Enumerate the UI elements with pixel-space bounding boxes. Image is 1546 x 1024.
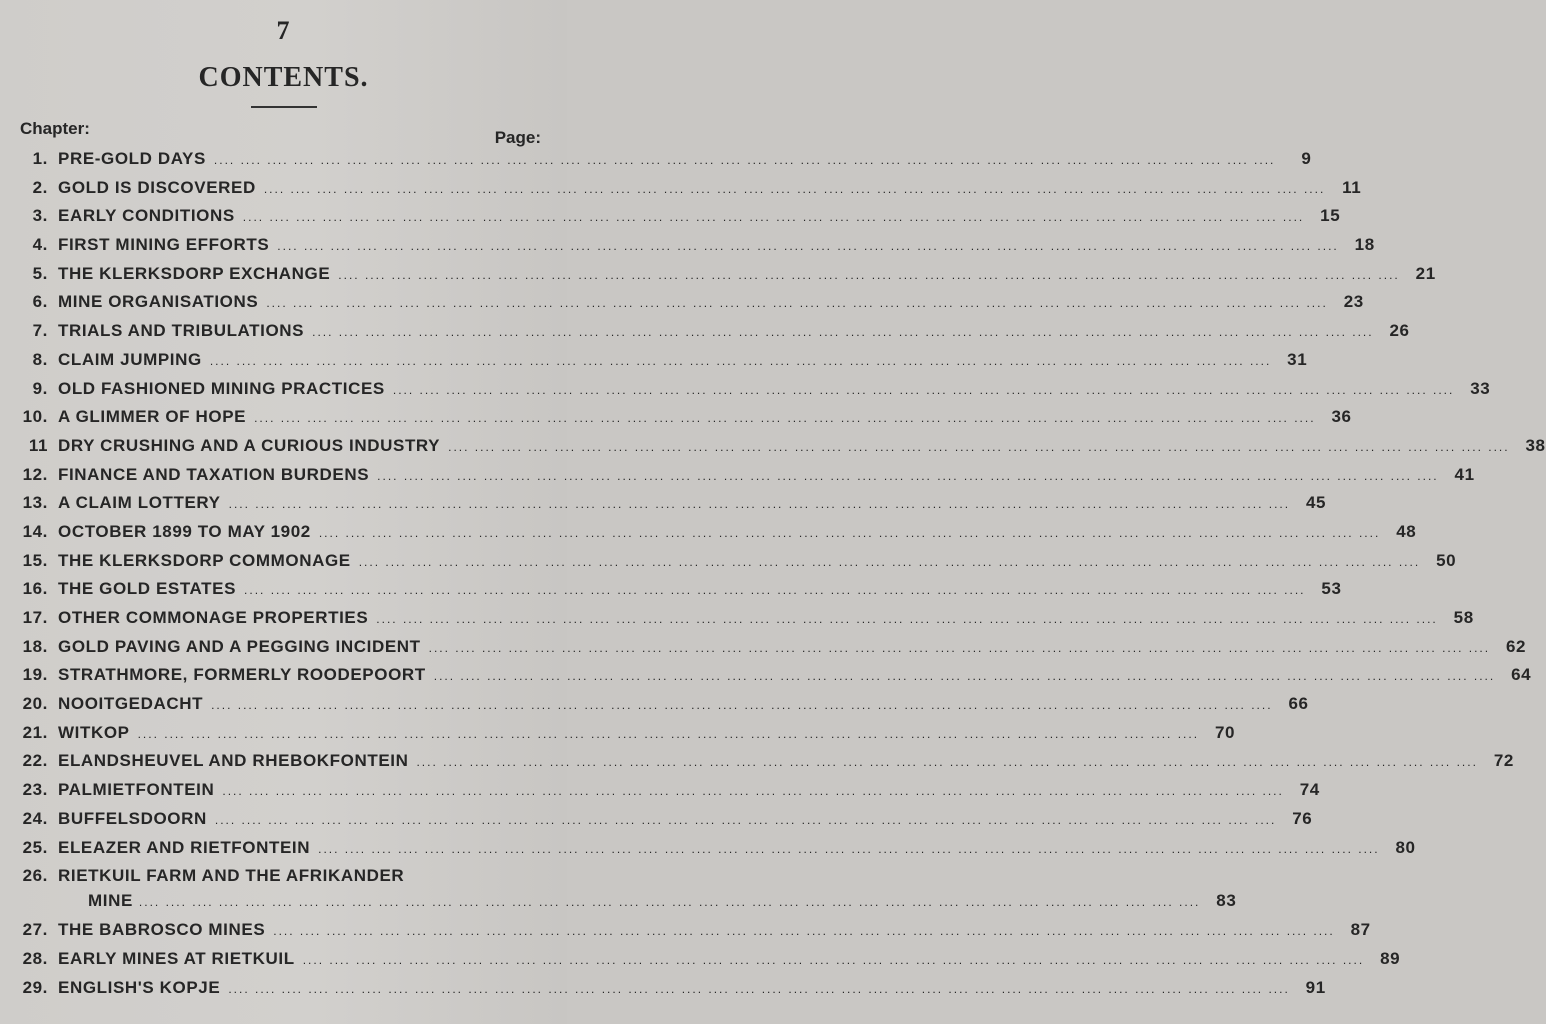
toc-entry bbox=[0, 863, 1237, 917]
page-ref: 66 bbox=[1288, 694, 1309, 714]
toc-line bbox=[58, 636, 1527, 657]
chapter-number: 3. bbox=[32, 206, 48, 226]
page-ref: 58 bbox=[1453, 608, 1474, 627]
page-ref: 36 bbox=[1331, 407, 1352, 427]
chapter-number: 23. bbox=[22, 780, 48, 800]
page-ref: 91 bbox=[1305, 977, 1326, 997]
chapter-number: 27. bbox=[22, 920, 48, 940]
dot-leader: .... .... .... .... .... .... .... .... .... .... .... .... .... .... .... .... .... .... .... .... .... .... .... .... .... .... .... .... .... .... .... .... .... .... .... .... .... .... .... .... bbox=[228, 497, 1291, 512]
chapter-number: 22. bbox=[22, 751, 48, 771]
page-ref: 26 bbox=[1389, 321, 1410, 341]
toc-entry bbox=[0, 975, 1326, 1004]
toc-line bbox=[58, 464, 1475, 485]
dot-leader: .... .... .... .... .... .... .... .... .... .... .... .... .... .... .... .... .... .... .... .... .... .... .... .... .... .... .... .... .... .... .... .... .... .... .... .... .... .... .... .... bbox=[273, 924, 1335, 939]
dot-leader: .... .... .... .... .... .... .... .... .... .... .... .... .... .... .... .... .... .... .... .... .... .... .... .... .... .... .... .... .... .... .... .... .... .... .... .... .... .... .... .... bbox=[338, 267, 1400, 282]
toc-line bbox=[58, 292, 1364, 312]
page-ref: 31 bbox=[1287, 349, 1308, 369]
page-ref: 76 bbox=[1292, 808, 1313, 828]
toc-line bbox=[58, 722, 1236, 743]
toc-line bbox=[58, 521, 1417, 542]
chapter-number: 15. bbox=[22, 550, 48, 570]
chapter-title: DRY CRUSHING AND A CURIOUS INDUSTRY bbox=[58, 435, 441, 455]
toc-entry bbox=[0, 232, 1375, 261]
chapter-title: GOLD PAVING AND A PEGGING INCIDENT bbox=[58, 636, 421, 656]
chapter-title: THE KLERKSDORP COMMONAGE bbox=[58, 550, 351, 570]
chapter-title: THE KLERKSDORP EXCHANGE bbox=[58, 263, 331, 283]
chapter-title: A CLAIM LOTTERY bbox=[58, 493, 221, 513]
chapter-title: NOOITGEDACHT bbox=[58, 694, 204, 714]
chapter-title: GOLD IS DISCOVERED bbox=[58, 177, 256, 197]
toc-entry bbox=[0, 175, 1362, 204]
page-ref: 41 bbox=[1454, 464, 1475, 484]
chapter-title: CLAIM JUMPING bbox=[58, 349, 202, 369]
toc-line bbox=[58, 694, 1309, 714]
page-column-header: Page: bbox=[494, 128, 541, 147]
toc-entry bbox=[0, 946, 1401, 975]
toc-line bbox=[58, 920, 1371, 940]
chapter-title: ELEAZER AND RIETFONTEIN bbox=[58, 837, 311, 857]
dot-leader: .... .... .... .... .... .... .... .... .... .... .... .... .... .... .... .... .... .... .... .... .... .... .... .... .... .... .... .... .... .... .... .... .... .... .... .... .... .... .... .... bbox=[448, 439, 1510, 454]
dot-leader: .... .... .... .... .... .... .... .... .... .... .... .... .... .... .... .... .... .... .... .... .... .... .... .... .... .... .... .... .... .... .... .... .... .... .... .... .... .... .... .... bbox=[433, 669, 1496, 684]
chapter-number: 7. bbox=[32, 321, 48, 341]
chapter-number: 9. bbox=[32, 378, 48, 398]
toc-entry bbox=[0, 662, 1532, 691]
toc-entry bbox=[0, 519, 1417, 548]
page-ref: 74 bbox=[1299, 780, 1320, 800]
chapter-title: BUFFELSDOORN bbox=[58, 808, 207, 828]
table-of-contents bbox=[0, 146, 1546, 1003]
chapter-title: OCTOBER 1899 TO MAY 1902 bbox=[58, 521, 311, 541]
toc-line bbox=[58, 407, 1352, 427]
chapter-title: ENGLISH'S KOPJE bbox=[58, 977, 221, 997]
chapter-number: 5. bbox=[32, 263, 48, 283]
toc-entry bbox=[0, 806, 1313, 835]
toc-line bbox=[58, 206, 1341, 226]
toc-line bbox=[58, 149, 1312, 169]
dot-leader: .... .... .... .... .... .... .... .... .... .... .... .... .... .... .... .... .... .... .... .... .... .... .... .... .... .... .... .... .... .... .... .... .... .... .... .... .... .... .... .... bbox=[358, 554, 1421, 569]
dot-leader: .... .... .... .... .... .... .... .... .... .... .... .... .... .... .... .... .... .... .... .... .... .... .... .... .... .... .... .... .... .... .... .... .... .... .... .... .... .... .... .... bbox=[242, 210, 1305, 225]
dot-leader: .... .... .... .... .... .... .... .... .... .... .... .... .... .... .... .... .... .... .... .... .... .... .... .... .... .... .... .... .... .... .... .... .... .... .... .... .... .... .... .... bbox=[376, 612, 1438, 626]
toc-entry bbox=[0, 261, 1436, 290]
chapter-number: 12. bbox=[22, 464, 48, 484]
toc-line bbox=[58, 579, 1342, 599]
chapter-title: EARLY CONDITIONS bbox=[58, 206, 235, 226]
chapter-title: OTHER COMMONAGE PROPERTIES bbox=[58, 608, 369, 627]
toc-line bbox=[58, 493, 1327, 513]
chapter-title: THE GOLD ESTATES bbox=[58, 579, 237, 599]
chapter-title-continued: MINE bbox=[88, 891, 133, 911]
chapter-title: A GLIMMER OF HOPE bbox=[58, 407, 247, 427]
chapter-number: 18. bbox=[22, 636, 48, 656]
chapter-title: MINE ORGANISATIONS bbox=[58, 292, 259, 312]
chapter-title: PALMIETFONTEIN bbox=[58, 780, 215, 800]
page-ref: 45 bbox=[1305, 493, 1327, 513]
toc-line bbox=[58, 665, 1532, 685]
page-ref: 53 bbox=[1321, 579, 1342, 599]
chapter-title: THE BABROSCO MINES bbox=[58, 920, 266, 940]
toc-line bbox=[58, 977, 1326, 998]
page-ref: 33 bbox=[1470, 378, 1491, 398]
chapter-title: EARLY MINES AT RIETKUIL bbox=[58, 948, 295, 968]
chapter-title: RIETKUIL FARM AND THE AFRIKANDER bbox=[58, 866, 405, 886]
toc-entry bbox=[0, 203, 1341, 232]
toc-entry bbox=[0, 347, 1308, 376]
page-ref: 48 bbox=[1396, 521, 1417, 541]
dot-leader: .... .... .... .... .... .... .... .... .... .... .... .... .... .... .... .... .... .... .... .... .... .... .... .... .... .... .... .... .... .... .... .... .... .... .... .... .... .... .... .... bbox=[277, 239, 1339, 254]
toc-line bbox=[58, 866, 541, 886]
toc-line bbox=[58, 177, 1362, 198]
dot-leader: .... .... .... .... .... .... .... .... .... .... .... .... .... .... .... .... .... .... .... .... .... .... .... .... .... .... .... .... .... .... .... .... .... .... .... .... .... .... .... .... bbox=[214, 812, 1277, 827]
toc-entry bbox=[0, 748, 1514, 777]
dot-leader: .... .... .... .... .... .... .... .... .... .... .... .... .... .... .... .... .... .... .... .... .... .... .... .... .... .... .... .... .... .... .... .... .... .... .... .... .... .... .... .... bbox=[222, 784, 1284, 799]
toc-entry bbox=[0, 720, 1236, 749]
dot-leader: .... .... .... .... .... .... .... .... .... .... .... .... .... .... .... .... .... .... .... .... .... .... .... .... .... .... .... .... .... .... .... .... .... .... .... .... .... .... .... .... bbox=[302, 952, 1365, 967]
toc-line bbox=[58, 435, 1546, 456]
page-ref: 72 bbox=[1493, 751, 1514, 771]
chapter-number: 6. bbox=[32, 292, 48, 312]
toc-line bbox=[58, 321, 1410, 341]
chapter-title: FIRST MINING EFFORTS bbox=[58, 235, 270, 255]
chapter-title: FINANCE AND TAXATION BURDENS bbox=[58, 464, 370, 484]
page-ref: 50 bbox=[1436, 550, 1457, 570]
chapter-title: STRATHMORE, FORMERLY ROODEPOORT bbox=[58, 665, 426, 685]
toc-line bbox=[58, 837, 1416, 858]
chapter-number: 2. bbox=[32, 177, 48, 197]
dot-leader: .... .... .... .... .... .... .... .... .... .... .... .... .... .... .... .... .... .... .... .... .... .... .... .... .... .... .... .... .... .... .... .... .... .... .... .... .... .... .... .... bbox=[244, 583, 1306, 598]
dot-leader: .... .... .... .... .... .... .... .... .... .... .... .... .... .... .... .... .... .... .... .... .... .... .... .... .... .... .... .... .... .... .... .... .... .... .... .... .... .... .... .... bbox=[263, 181, 1326, 196]
chapter-number: 13. bbox=[22, 493, 48, 513]
toc-entry bbox=[0, 634, 1527, 663]
chapter-number: 4. bbox=[32, 235, 48, 255]
chapter-title: WITKOP bbox=[58, 722, 130, 742]
chapter-title: OLD FASHIONED MINING PRACTICES bbox=[58, 378, 385, 398]
chapter-title: TRIALS AND TRIBULATIONS bbox=[58, 321, 305, 341]
chapter-number: 20. bbox=[22, 694, 48, 714]
chapter-number: 14. bbox=[22, 521, 48, 541]
toc-entry bbox=[0, 289, 1364, 318]
chapter-title: PRE-GOLD DAYS bbox=[58, 149, 206, 168]
page-number: 7 bbox=[276, 16, 291, 45]
toc-entry bbox=[0, 433, 1546, 462]
page-title: CONTENTS. bbox=[198, 62, 369, 93]
toc-entry bbox=[0, 404, 1352, 433]
page-ref: 18 bbox=[1354, 235, 1375, 255]
chapter-number: 11 bbox=[28, 435, 48, 455]
dot-leader: .... .... .... .... .... .... .... .... .... .... .... .... .... .... .... .... .... .... .... .... .... .... .... .... .... .... .... .... .... .... .... .... .... .... .... .... .... .... .... .... bbox=[266, 296, 1328, 311]
dot-leader: .... .... .... .... .... .... .... .... .... .... .... .... .... .... .... .... .... .... .... .... .... .... .... .... .... .... .... .... .... .... .... .... .... .... .... .... .... .... .... .... bbox=[138, 895, 1201, 910]
dot-leader: .... .... .... .... .... .... .... .... .... .... .... .... .... .... .... .... .... .... .... .... .... .... .... .... .... .... .... .... .... .... .... .... .... .... .... .... .... .... .... .... bbox=[392, 382, 1455, 397]
toc-entry bbox=[0, 691, 1309, 720]
dot-leader: .... .... .... .... .... .... .... .... .... .... .... .... .... .... .... .... .... .... .... .... .... .... .... .... .... .... .... .... .... .... .... .... .... .... .... .... .... .... .... .... bbox=[228, 981, 1290, 996]
toc-line bbox=[58, 608, 1474, 628]
title-divider bbox=[251, 106, 317, 108]
chapter-column-header: Chapter: bbox=[20, 119, 90, 138]
dot-leader: .... .... .... .... .... .... .... .... .... .... .... .... .... .... .... .... .... .... .... .... .... .... .... .... .... .... .... .... .... .... .... .... .... .... .... .... .... .... .... .... bbox=[377, 468, 1439, 483]
toc-line bbox=[58, 263, 1436, 284]
chapter-number: 29. bbox=[22, 977, 48, 997]
toc-entry bbox=[0, 605, 1474, 634]
toc-entry bbox=[0, 490, 1327, 519]
toc-line bbox=[58, 751, 1514, 771]
toc-line bbox=[58, 808, 1313, 829]
toc-entry bbox=[0, 376, 1491, 405]
page-ref: 21 bbox=[1415, 263, 1436, 283]
toc-line bbox=[58, 948, 1401, 969]
toc-entry bbox=[0, 318, 1410, 347]
page-ref: 15 bbox=[1320, 206, 1341, 226]
dot-leader: .... .... .... .... .... .... .... .... .... .... .... .... .... .... .... .... .... .... .... .... .... .... .... .... .... .... .... .... .... .... .... .... .... .... .... .... .... .... .... .... bbox=[312, 325, 1374, 340]
page-ref: 62 bbox=[1505, 636, 1527, 656]
toc-line-continued bbox=[58, 891, 1237, 911]
dot-leader: .... .... .... .... .... .... .... .... .... .... .... .... .... .... .... .... .... .... .... .... .... .... .... .... .... .... .... .... .... .... .... .... .... .... .... .... .... .... .... .... bbox=[254, 411, 1316, 426]
chapter-number: 26. bbox=[22, 866, 48, 886]
chapter-number: 10. bbox=[22, 407, 48, 427]
toc-entry bbox=[0, 576, 1342, 605]
toc-entry bbox=[0, 835, 1416, 864]
toc-entry bbox=[0, 146, 1312, 175]
chapter-number: 17. bbox=[22, 608, 48, 627]
toc-line bbox=[58, 550, 1457, 571]
page-ref: 70 bbox=[1214, 722, 1236, 742]
chapter-number: 8. bbox=[32, 349, 48, 369]
page-ref: 87 bbox=[1350, 920, 1371, 940]
dot-leader: .... .... .... .... .... .... .... .... .... .... .... .... .... .... .... .... .... .... .... .... .... .... .... .... .... .... .... .... .... .... .... .... .... .... .... .... .... .... .... .... bbox=[213, 153, 1276, 167]
toc-entry bbox=[0, 777, 1320, 806]
dot-leader: .... .... .... .... .... .... .... .... .... .... .... .... .... .... .... .... .... .... .... .... .... .... .... .... .... .... .... .... .... .... .... .... .... .... .... .... .... .... .... .... bbox=[428, 640, 1491, 655]
toc-line bbox=[58, 780, 1320, 800]
chapter-number: 28. bbox=[22, 948, 48, 968]
dot-leader: .... .... .... .... .... .... .... .... .... .... .... .... .... .... .... .... .... .... .... .... .... .... .... .... .... .... .... .... .... .... .... .... .... .... .... .... .... .... .... .... bbox=[318, 841, 1380, 856]
chapter-number: 19. bbox=[22, 665, 48, 685]
chapter-title: ELANDSHEUVEL AND RHEBOKFONTEIN bbox=[58, 751, 409, 771]
dot-leader: .... .... .... .... .... .... .... .... .... .... .... .... .... .... .... .... .... .... .... .... .... .... .... .... .... .... .... .... .... .... .... .... .... .... .... .... .... .... .... .... bbox=[318, 525, 1381, 540]
page-ref: 80 bbox=[1395, 837, 1416, 857]
chapter-number: 21. bbox=[22, 722, 48, 742]
toc-line bbox=[58, 235, 1375, 255]
page-ref: 38 bbox=[1525, 435, 1546, 455]
page-ref: 11 bbox=[1342, 177, 1362, 197]
page-ref: 83 bbox=[1216, 891, 1237, 911]
page-ref: 64 bbox=[1511, 665, 1532, 685]
page-ref: 89 bbox=[1380, 948, 1401, 968]
dot-leader: .... .... .... .... .... .... .... .... .... .... .... .... .... .... .... .... .... .... .... .... .... .... .... .... .... .... .... .... .... .... .... .... .... .... .... .... .... .... .... .... bbox=[137, 726, 1200, 741]
dot-leader: .... .... .... .... .... .... .... .... .... .... .... .... .... .... .... .... .... .... .... .... .... .... .... .... .... .... .... .... .... .... .... .... .... .... .... .... .... .... .... .... bbox=[211, 698, 1273, 713]
toc-entry bbox=[0, 917, 1371, 946]
chapter-number: 25. bbox=[22, 837, 48, 857]
page-ref: 23 bbox=[1343, 292, 1364, 312]
dot-leader: .... .... .... .... .... .... .... .... .... .... .... .... .... .... .... .... .... .... .... .... .... .... .... .... .... .... .... .... .... .... .... .... .... .... .... .... .... .... .... .... bbox=[416, 755, 1478, 770]
toc-entry bbox=[0, 548, 1457, 577]
toc-line bbox=[58, 378, 1491, 399]
chapter-number: 24. bbox=[22, 808, 48, 828]
toc-entry bbox=[0, 462, 1475, 491]
dot-leader: .... .... .... .... .... .... .... .... .... .... .... .... .... .... .... .... .... .... .... .... .... .... .... .... .... .... .... .... .... .... .... .... .... .... .... .... .... .... .... .... bbox=[209, 353, 1272, 368]
toc-line bbox=[58, 349, 1308, 370]
page-ref: 9 bbox=[1301, 149, 1312, 168]
chapter-number: 16. bbox=[22, 579, 48, 599]
chapter-number: 1. bbox=[32, 149, 48, 168]
